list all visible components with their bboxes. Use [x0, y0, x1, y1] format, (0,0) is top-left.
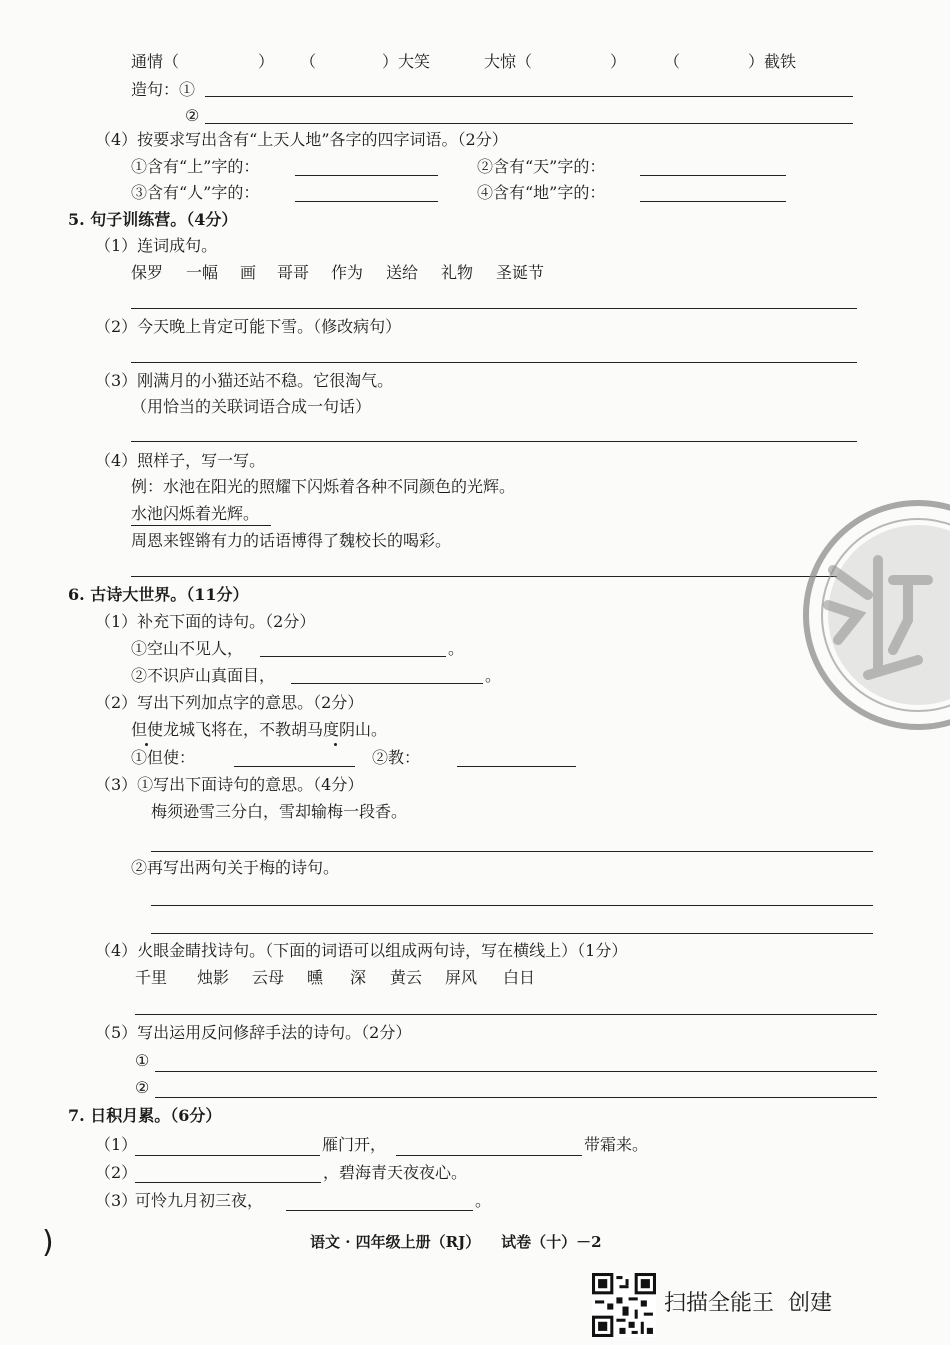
q7-item1-end: 带霜来。	[584, 1135, 649, 1154]
q6-sub5-mark: ②	[135, 1078, 150, 1097]
q4-sub4-item: ④含有“地”字的：	[477, 183, 606, 202]
emphasis-dot	[334, 743, 337, 746]
answer-line[interactable]	[151, 851, 873, 852]
q6-sub1-period: 。	[485, 666, 502, 685]
q6-title: 6. 古诗大世界。（11分）	[68, 585, 249, 604]
answer-line[interactable]	[131, 576, 837, 577]
idiom-text: ）大笑	[382, 52, 431, 71]
q7-item-num: （3）	[95, 1191, 138, 1210]
q7-title: 7. 日积月累。（6分）	[68, 1106, 222, 1125]
answer-line[interactable]	[205, 123, 853, 124]
word-chip: 哥哥	[277, 263, 310, 282]
q6-sub3-prompt: （3）①写出下面诗句的意思。（4分）	[95, 775, 364, 794]
q6-sub2-prompt: （2）写出下列加点字的意思。（2分）	[95, 693, 364, 712]
word-chip: 圣诞节	[496, 263, 545, 282]
word-chip: 云母	[252, 968, 285, 987]
q5-sub3-prompt: （3）刚满月的小猫还站不稳。它很淘气。	[95, 371, 394, 390]
q4-sub4-item: ①含有“上”字的：	[131, 157, 260, 176]
word-chip: 保罗	[131, 263, 164, 282]
answer-line[interactable]	[135, 1014, 877, 1015]
answer-line[interactable]	[155, 1097, 877, 1098]
word-chip: 深	[350, 968, 367, 987]
q7-item2-end: ，碧海青天夜夜心。	[323, 1163, 468, 1182]
q5-sub1-prompt: （1）连词成句。	[95, 236, 218, 255]
q4-sub4-item: ②含有“天”字的：	[477, 157, 606, 176]
answer-line[interactable]	[291, 683, 483, 684]
q7-item3-end: 。	[475, 1191, 492, 1210]
answer-line[interactable]	[396, 1155, 582, 1156]
idiom-text: 大惊（	[484, 52, 533, 71]
example-underline	[131, 525, 271, 526]
make-sentence-2: ②	[185, 106, 200, 125]
q7-item-num: （1）	[95, 1135, 138, 1154]
q6-sub2-item2: ②教：	[372, 748, 421, 767]
idiom-text: （	[664, 52, 681, 71]
word-chip: 黄云	[390, 968, 423, 987]
q7-item-num: （2）	[95, 1163, 138, 1182]
q6-sub4-prompt: （4）火眼金睛找诗句。（下面的词语可以组成两句诗，写在横线上）（1分）	[95, 941, 628, 960]
idiom-text: ）截铁	[748, 52, 797, 71]
word-chip: 曛	[307, 968, 324, 987]
make-sentence-label: 造句：①	[131, 80, 196, 99]
answer-line[interactable]	[135, 1155, 320, 1156]
answer-line[interactable]	[260, 656, 446, 657]
q5-sub4-prompt: （4）照样子，写一写。	[95, 451, 266, 470]
idiom-text: （	[300, 52, 317, 71]
scanner-brand: 扫描全能王 创建	[664, 1291, 832, 1316]
word-chip: 礼物	[441, 263, 474, 282]
answer-line[interactable]	[135, 1182, 321, 1183]
word-chip: 一幅	[186, 263, 219, 282]
q5-sub2-prompt: （2）今天晚上肯定可能下雪。（修改病句）	[95, 317, 402, 336]
answer-line[interactable]	[205, 96, 853, 97]
q7-item3-start: 可怜九月初三夜，	[135, 1191, 264, 1210]
binding-mark: )	[42, 1225, 54, 1260]
answer-line[interactable]	[234, 766, 355, 767]
answer-line[interactable]	[131, 308, 857, 309]
q6-sub1-period: 。	[448, 639, 465, 658]
answer-line[interactable]	[286, 1210, 473, 1211]
q6-sub1-line1: ①空山不见人，	[131, 639, 244, 658]
q5-sub3-note: （用恰当的关联词语合成一句话）	[131, 397, 372, 416]
q7-item1-mid: 雁门开，	[322, 1135, 387, 1154]
answer-line[interactable]	[155, 1071, 877, 1072]
qr-code-icon	[592, 1273, 656, 1337]
page-footer: 语文 · 四年级上册（RJ） 试卷（十）－2	[310, 1233, 602, 1251]
q6-sub1-line2: ②不识庐山真面目，	[131, 666, 276, 685]
emphasis-dot	[145, 743, 148, 746]
word-chip: 千里	[135, 968, 168, 987]
word-chip: 白日	[503, 968, 536, 987]
q5-sub4-example: 例：水池在阳光的照耀下闪烁着各种不同颜色的光辉。	[131, 477, 516, 496]
q5-title: 5. 句子训练营。（4分）	[68, 210, 238, 229]
q5-sub4-task: 周恩来铿锵有力的话语博得了魏校长的喝彩。	[131, 531, 452, 550]
answer-line[interactable]	[640, 175, 786, 176]
answer-line[interactable]	[295, 175, 438, 176]
q6-sub2-poem: 但使龙城飞将在，不教胡马度阴山。	[131, 720, 388, 739]
q6-sub3-poem: 梅须逊雪三分白，雪却输梅一段香。	[151, 802, 408, 821]
answer-line[interactable]	[151, 933, 873, 934]
word-chip: 送给	[386, 263, 419, 282]
q6-sub1-prompt: （1）补充下面的诗句。（2分）	[95, 612, 316, 631]
q6-sub5-mark: ①	[135, 1051, 150, 1070]
answer-line[interactable]	[640, 201, 786, 202]
word-chip: 画	[240, 263, 257, 282]
q6-sub5-prompt: （5）写出运用反问修辞手法的诗句。（2分）	[95, 1023, 412, 1042]
q5-sub4-example-answer: 水池闪烁着光辉。	[131, 504, 260, 523]
stamp-seal	[798, 500, 950, 740]
word-chip: 烛影	[197, 968, 230, 987]
answer-line[interactable]	[295, 201, 438, 202]
answer-line[interactable]	[151, 905, 873, 906]
word-chip: 作为	[331, 263, 364, 282]
idiom-text: ）	[610, 52, 627, 71]
q4-sub4-prompt: （4）按要求写出含有“上天人地”各字的四字词语。（2分）	[95, 130, 508, 149]
answer-line[interactable]	[131, 441, 857, 442]
idiom-text: ）	[258, 52, 275, 71]
q4-sub4-item: ③含有“人”字的：	[131, 183, 260, 202]
word-chip: 屏风	[445, 968, 478, 987]
idiom-text: 通情（	[131, 52, 180, 71]
answer-line[interactable]	[457, 766, 576, 767]
q6-sub3-task2: ②再写出两句关于梅的诗句。	[131, 858, 340, 877]
q6-sub2-item1: ①但使：	[131, 748, 196, 767]
answer-line[interactable]	[131, 362, 857, 363]
